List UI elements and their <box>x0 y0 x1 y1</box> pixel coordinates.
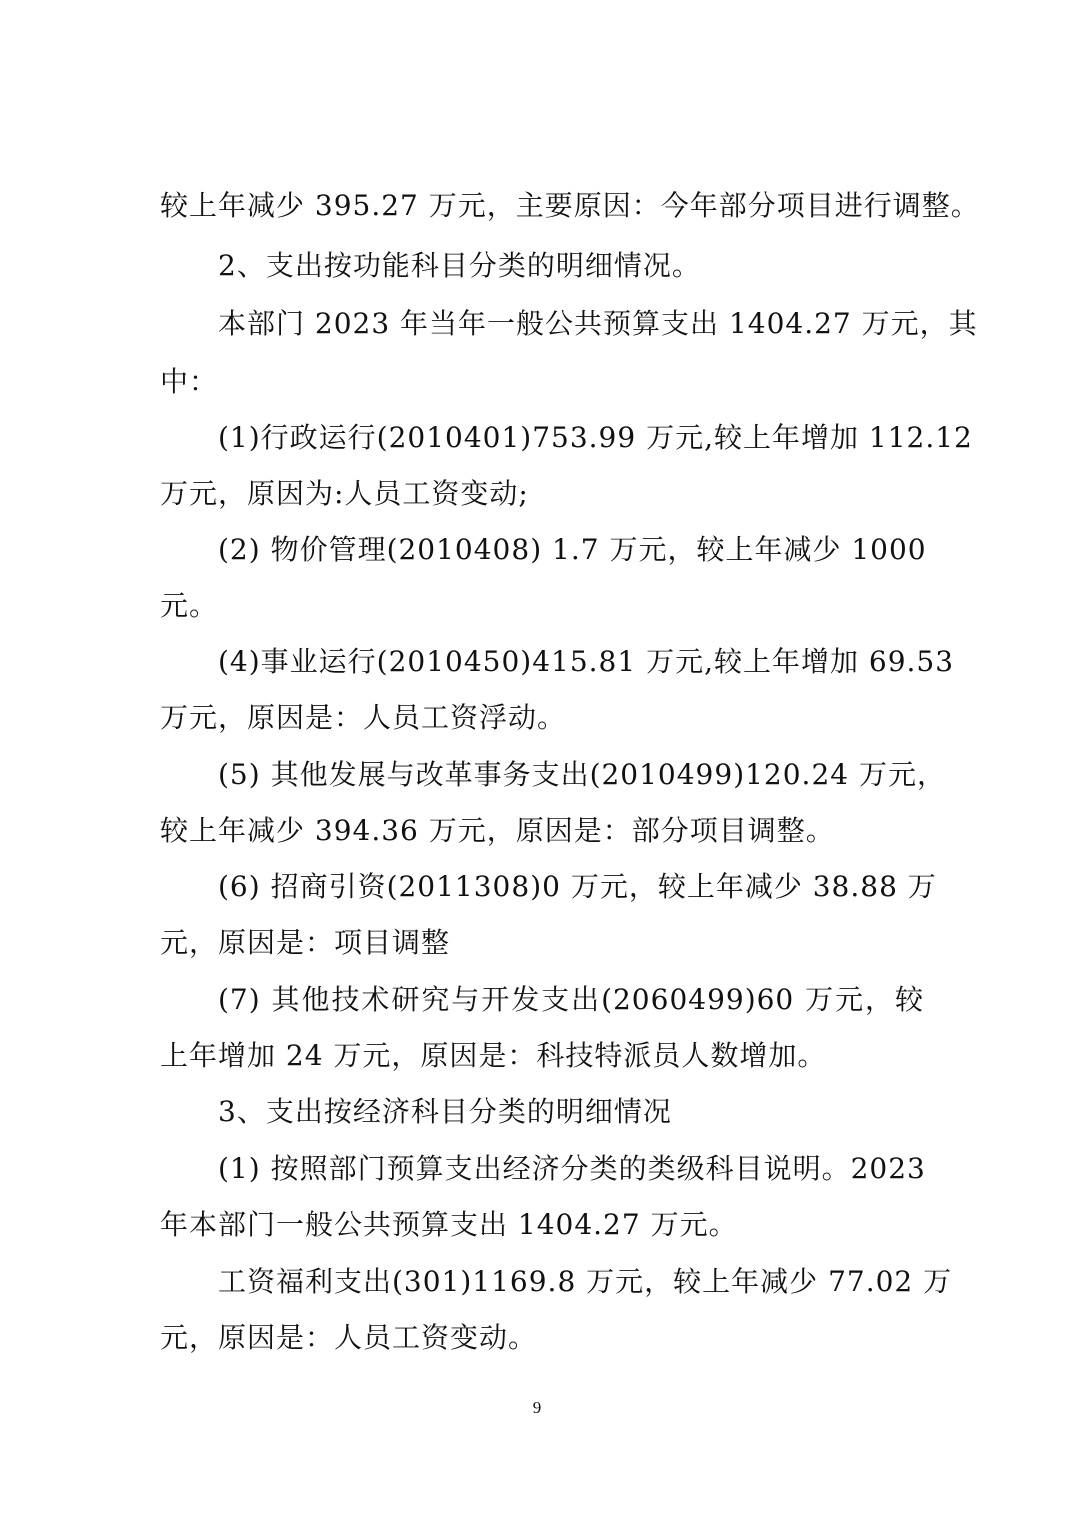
text-line: (6) 招商引资(2011308)0 万元，较上年减少 38.88 万 <box>218 870 937 903</box>
page-number: 9 <box>532 1398 542 1417</box>
text-line: 工资福利支出(301)1169.8 万元，较上年减少 77.02 万 <box>218 1265 953 1298</box>
text-line: 元。 <box>160 589 219 622</box>
text-line: 中： <box>160 365 219 398</box>
text-line: (7) 其他技术研究与开发支出(2060499)60 万元，较 <box>218 983 924 1016</box>
text-line: (1)行政运行(2010401)753.99 万元,较上年增加 112.12 <box>218 421 973 454</box>
text-line: 本部门 2023 年当年一般公共预算支出 1404.27 万元，其 <box>218 307 978 340</box>
section-heading: 3、支出按经济科目分类的明细情况 <box>218 1095 672 1128</box>
text-line: 上年增加 24 万元，原因是：科技特派员人数增加。 <box>160 1039 827 1072</box>
text-line: (5) 其他发展与改革事务支出(2010499)120.24 万元， <box>218 758 946 791</box>
text-line: (1) 按照部门预算支出经济分类的类级科目说明。2023 <box>218 1152 926 1185</box>
text-line: 较上年减少 394.36 万元，原因是：部分项目调整。 <box>160 814 835 847</box>
section-heading: 2、支出按功能科目分类的明细情况。 <box>218 249 701 282</box>
text-line: 万元，原因是：人员工资浮动。 <box>160 701 567 734</box>
text-line: (2) 物价管理(2010408) 1.7 万元，较上年减少 1000 <box>218 533 927 566</box>
text-line: 元，原因是：项目调整 <box>160 926 451 959</box>
text-line: 年本部门一般公共预算支出 1404.27 万元。 <box>160 1208 738 1241</box>
text-line: 元，原因是：人员工资变动。 <box>160 1321 538 1354</box>
text-line: 万元，原因为:人员工资变动; <box>160 477 529 510</box>
text-line: (4)事业运行(2010450)415.81 万元,较上年增加 69.53 <box>218 645 955 678</box>
text-line: 较上年减少 395.27 万元，主要原因：今年部分项目进行调整。 <box>160 189 980 222</box>
